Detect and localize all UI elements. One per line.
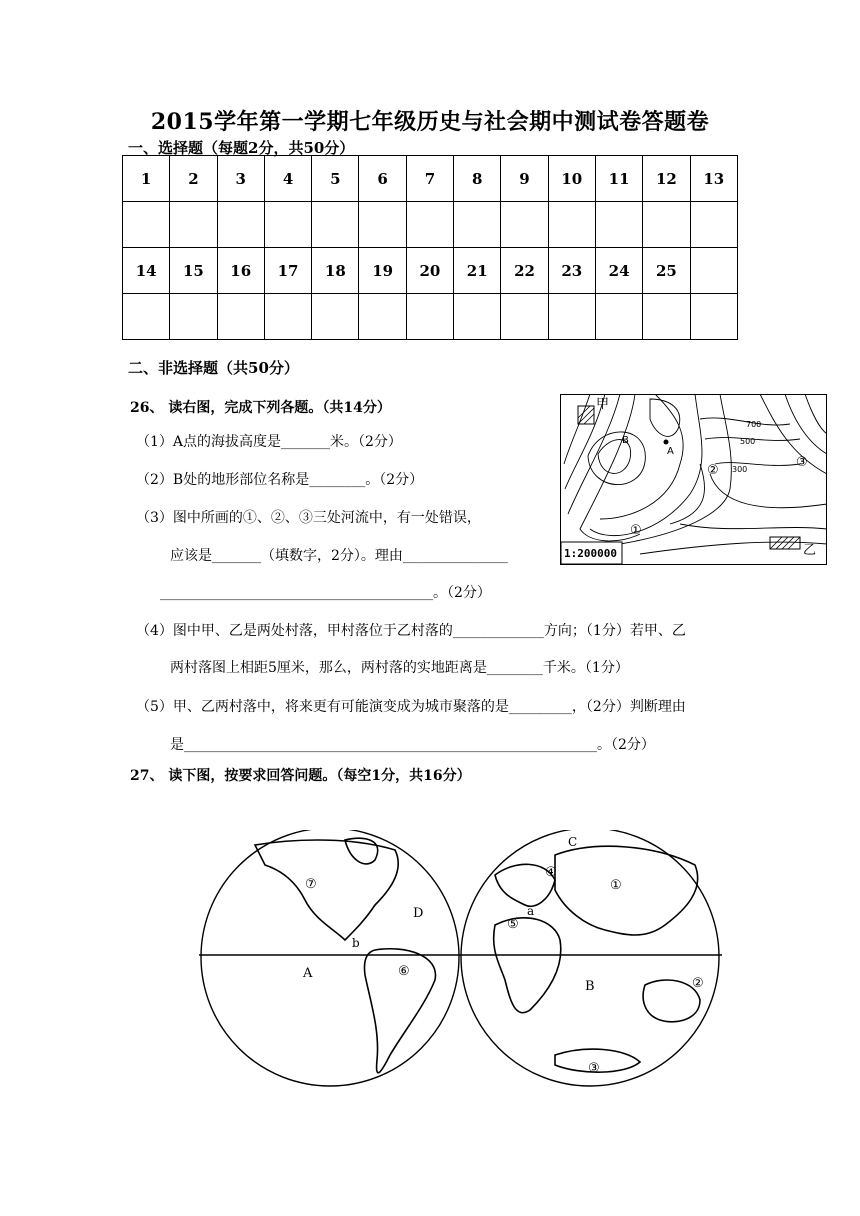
q26-line-8: （5）甲、乙两村落中，将来更有可能演变成为城市聚落的是_________，（2分）判断理由 [136, 699, 686, 715]
q26-line-6: （4）图中甲、乙是两处村落，甲村落位于乙村落的_____________方向；（1分）若甲、乙 [136, 623, 686, 639]
question-number: 10 [548, 156, 595, 202]
question-number: 9 [501, 156, 548, 202]
ocean-7-label: ⑦ [305, 877, 317, 892]
answer-cell[interactable] [123, 202, 170, 248]
question-number: 1 [123, 156, 170, 202]
question-number: 16 [217, 248, 264, 294]
q27-heading: 27、 读下图，按要求回答问题。（每空1分，共16分） [130, 768, 471, 784]
point-b-label: b [352, 936, 360, 950]
question-number: 25 [643, 248, 690, 294]
river-3-label: ③ [796, 455, 808, 470]
world-map [195, 830, 730, 1100]
question-number: 4 [264, 156, 311, 202]
question-number: 18 [312, 248, 359, 294]
answer-cell[interactable] [548, 294, 595, 340]
q26-line-4: 应该是_______（填数字，2分）。理由_______________ [170, 548, 508, 564]
answer-cell[interactable] [501, 294, 548, 340]
question-number: 11 [595, 156, 642, 202]
answer-cell[interactable] [454, 202, 501, 248]
answer-cell[interactable] [359, 294, 406, 340]
answer-cell[interactable] [312, 294, 359, 340]
answer-table [122, 155, 738, 340]
ocean-a-label: A [303, 966, 313, 981]
q26-line-9: 是___________________________________________________________。（2分） [170, 737, 655, 753]
question-number: 5 [312, 156, 359, 202]
river-2-label: ② [707, 463, 719, 478]
contour-500-label: 500 [740, 437, 756, 446]
map-scale: 1:200000 [564, 547, 617, 560]
q26-line-5: _______________________________________。（2分） [160, 585, 491, 601]
question-number: 3 [217, 156, 264, 202]
village-yi-label: 乙 [803, 543, 817, 558]
region-2-label: ② [692, 976, 704, 991]
pole-c-label: C [568, 835, 578, 849]
answer-cell[interactable] [170, 202, 217, 248]
answer-cell[interactable] [264, 294, 311, 340]
village-jia-label: 甲 [596, 397, 610, 412]
question-number: 8 [454, 156, 501, 202]
question-number: 23 [548, 248, 595, 294]
q26-line-2: （2）B处的地形部位名称是________。（2分） [136, 472, 424, 488]
question-number: 20 [406, 248, 453, 294]
region-1-label: ① [610, 878, 622, 893]
contour-700-label: 700 [746, 420, 762, 429]
ocean-b-label: B [585, 979, 595, 994]
page-title: 2015学年第一学期七年级历史与社会期中测试卷答题卷 [150, 109, 710, 135]
q26-line-7: 两村落图上相距5厘米，那么，两村落的实地距离是________千米。（1分） [170, 660, 629, 676]
answer-cell[interactable] [217, 294, 264, 340]
question-number: 22 [501, 248, 548, 294]
answer-cell[interactable] [312, 202, 359, 248]
question-number: 7 [406, 156, 453, 202]
region-6-label: ⑥ [398, 964, 410, 979]
question-number: 2 [170, 156, 217, 202]
contour-300-label: 300 [732, 465, 748, 474]
answer-cell[interactable] [359, 202, 406, 248]
answer-cell[interactable] [406, 294, 453, 340]
question-number: 17 [264, 248, 311, 294]
answer-cell[interactable] [170, 294, 217, 340]
answer-cell[interactable] [595, 294, 642, 340]
answer-cell[interactable] [454, 294, 501, 340]
answer-cell[interactable] [264, 202, 311, 248]
question-number: 21 [454, 248, 501, 294]
q26-heading: 26、 读右图，完成下列各题。（共14分） [130, 400, 391, 416]
answer-cell[interactable] [217, 202, 264, 248]
answer-cell[interactable] [643, 294, 690, 340]
section1-heading: 一、选择题（每题2分，共50分） [128, 139, 355, 157]
contour-map [560, 394, 827, 565]
section2-heading: 二、非选择题（共50分） [128, 359, 299, 377]
question-number: 15 [170, 248, 217, 294]
question-number: 19 [359, 248, 406, 294]
region-5-label: ⑤ [507, 917, 519, 932]
table-row [123, 202, 738, 248]
question-number: 12 [643, 156, 690, 202]
table-row [123, 248, 738, 294]
question-number: 13 [690, 156, 737, 202]
answer-cell[interactable] [643, 202, 690, 248]
question-number [690, 248, 737, 294]
point-b-label: B [622, 435, 629, 446]
point-a-label: a [527, 904, 535, 918]
question-number: 14 [123, 248, 170, 294]
answer-cell[interactable] [690, 294, 737, 340]
question-number: 6 [359, 156, 406, 202]
answer-cell[interactable] [123, 294, 170, 340]
answer-cell[interactable] [548, 202, 595, 248]
region-3-label: ③ [588, 1061, 600, 1076]
q26-line-3: （3）图中所画的①、②、③三处河流中，有一处错误， [136, 510, 481, 526]
answer-cell[interactable] [690, 202, 737, 248]
answer-cell[interactable] [501, 202, 548, 248]
table-row [123, 156, 738, 202]
table-row [123, 294, 738, 340]
q26-line-1: （1）A点的海拔高度是_______米。（2分） [136, 434, 402, 450]
point-a-label: A [667, 446, 674, 457]
question-number: 24 [595, 248, 642, 294]
ocean-d-label: D [413, 906, 424, 921]
river-1-label: ① [630, 523, 642, 538]
answer-cell[interactable] [406, 202, 453, 248]
region-4-label: ④ [545, 865, 557, 880]
answer-cell[interactable] [595, 202, 642, 248]
